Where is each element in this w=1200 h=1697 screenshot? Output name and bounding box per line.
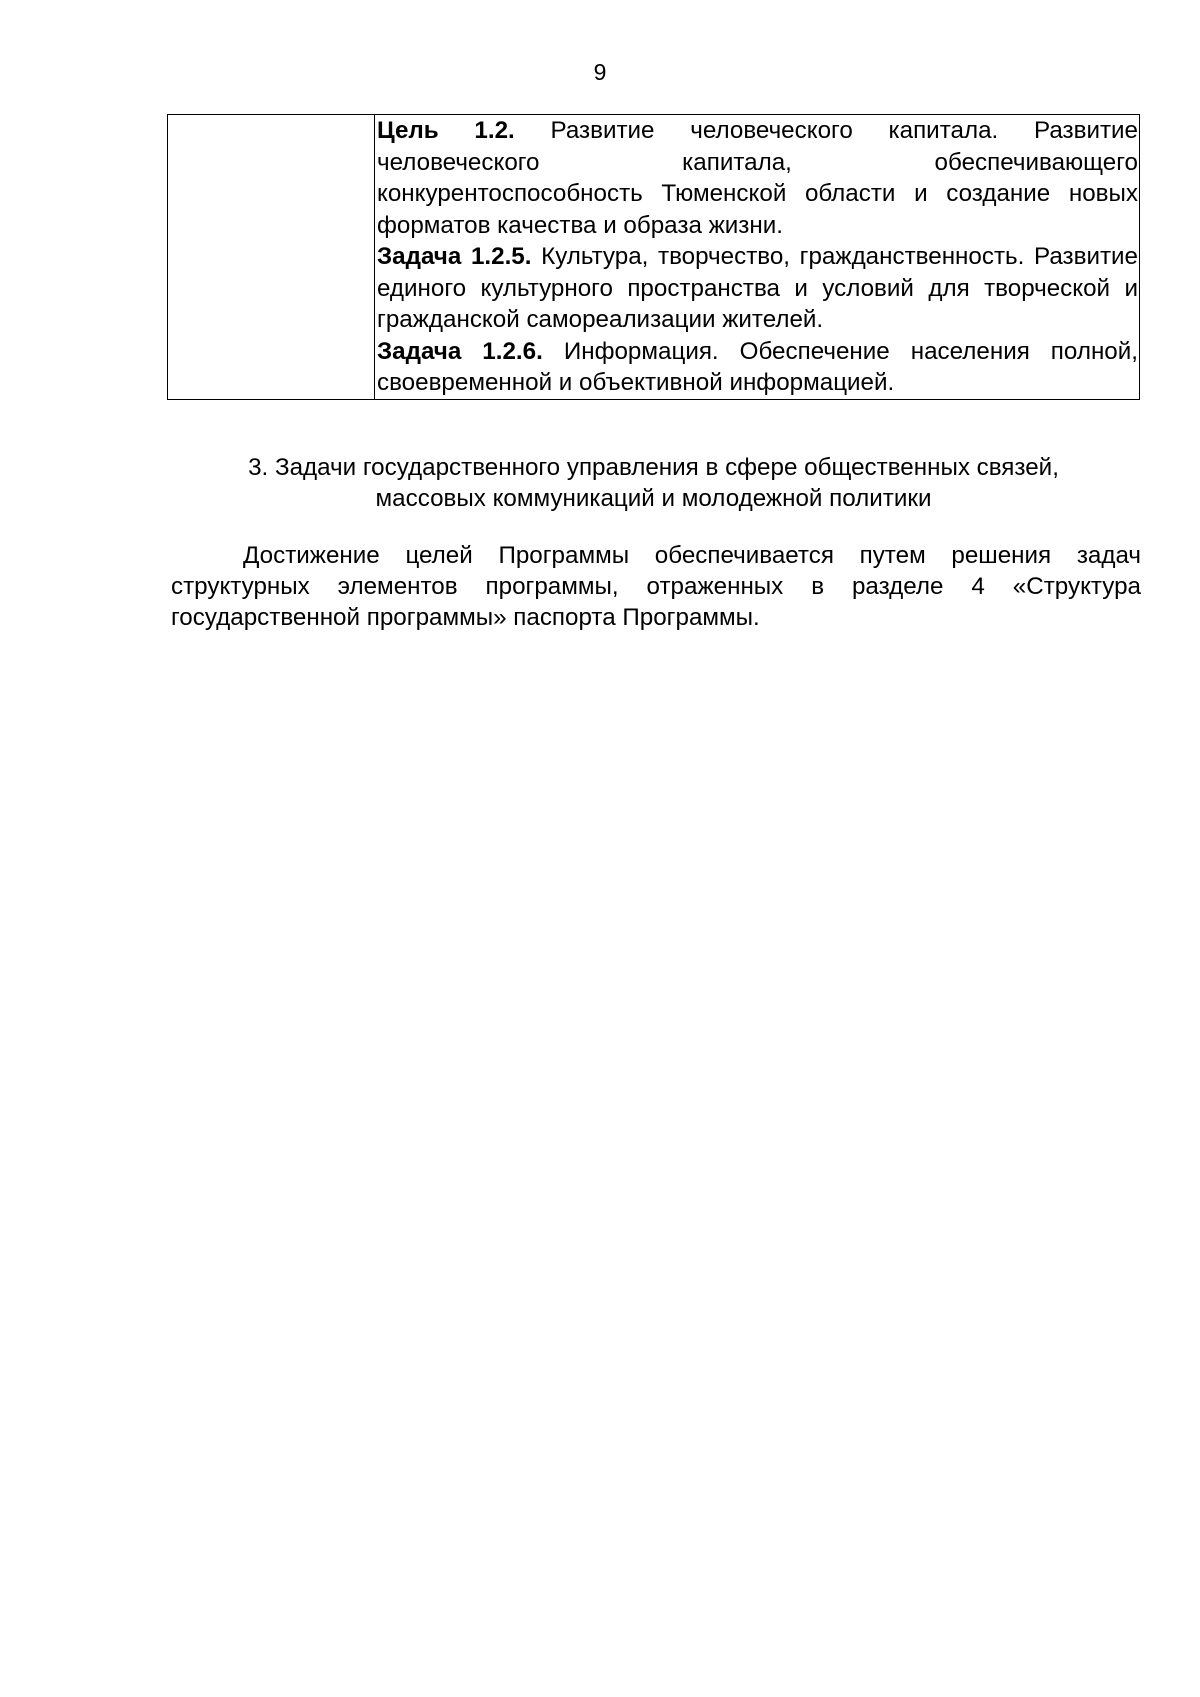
task-label: Задача 1.2.5. [377,243,532,270]
goal-text: Развитие человеческого капитала. Развитие человеческого капитала, обеспечивающего конкурентоспособность Тюменской области и создание новых форматов качества и образа жизни. [377,117,1138,239]
task-label: Задача 1.2.6. [377,337,543,365]
task-text: Культура, творчество, гражданственность. Развитие единого культурного пространства и условий для творческой и гражданской самореализации жителей. [377,243,1138,333]
goal-label: Цель 1.2. [377,117,515,144]
program-table [167,114,1140,400]
table-row [168,115,1140,400]
task-text: Информация. Обеспечение населения полной, своевременной и объективной информацией. [377,337,1138,396]
table-cell-goals [375,115,1140,400]
section-heading-line: 3. Задачи государственного управления в сфере общественных связей, [248,454,1059,481]
table-cell-empty [168,115,375,400]
goal-paragraph [377,115,1138,241]
task-paragraph [377,336,1138,399]
section-heading [167,452,1140,514]
page-number: 9 [593,59,607,85]
task-paragraph [377,241,1138,336]
section-heading-line: массовых коммуникаций и молодежной политики [375,485,932,512]
body-paragraph: Достижение целей Программы обеспечивается путем решения задач структурных элементов программы, отраженных в разделе 4 «Структура государственной программы» паспорта Программы. [171,542,1141,631]
